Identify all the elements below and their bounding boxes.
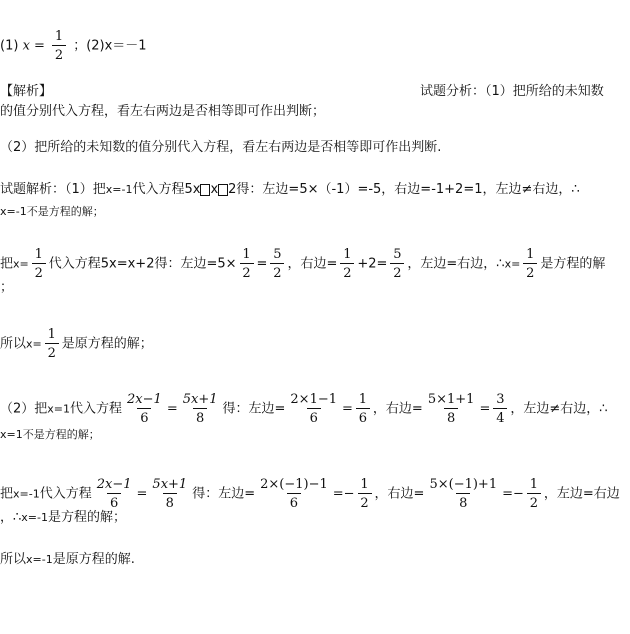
fraction: $\frac{1}{2}$ <box>340 248 354 280</box>
answer-line <box>0 30 147 62</box>
answer-part1: (1) <box>0 38 19 54</box>
solution1-line-3: 把x= $\frac{1}{2}$ 代入方程5x=x+2得：左边=5× $\frac{1}{2}$ = $\frac{5}{2}$ ，右边= $\frac{1}{2}$ +2= $\frac{5}{2}$ ，左边=右边，∴x= $\frac{1}{2}$ 是方程的解 <box>0 247 606 281</box>
fraction: $\frac{5\times(-1)+1}{8}$ <box>429 477 498 511</box>
solution2-line-1: （2）把x=1代入方程 $\frac{2x-1}{6}$ = $\frac{5x+1}{8}$ 得：左边= $\frac{2\times 1-1}{6}$ = $\frac{1}{6}$ ，右边= $\frac{5\times 1+1}{8}$ = $\frac{3}{4}$ ，左边≠右边，∴ <box>0 392 608 426</box>
analysis-line-3: （2）把所给的未知数的值分别代入方程，看左右两边是否相等即可作出判断. <box>0 140 442 155</box>
fraction: $\frac{3}{4}$ <box>493 393 507 425</box>
fraction: $\frac{5}{2}$ <box>270 248 284 280</box>
fraction: $\frac{1}{2}$ <box>45 328 59 360</box>
jiexi-heading: 【解析】 <box>0 84 53 99</box>
solution2-conclusion: 所以x=-1是原方程的解. <box>0 552 135 567</box>
fraction: $\frac{2x-1}{6}$ <box>127 392 162 426</box>
fraction: $\frac{2\times 1-1}{6}$ <box>290 392 338 426</box>
solution1-line-2: x=-1不是方程的解； <box>0 205 104 218</box>
solution1-line-1: 试题解析：（1）把x=-1代入方程5x x 2得：左边=5×（-1）=-5，右边=-1+2=1，左边≠右边，∴ <box>0 182 580 197</box>
fraction: $\frac{5}{2}$ <box>390 248 404 280</box>
solution1-line-4: ； <box>0 280 14 295</box>
fraction: $\frac{5\times 1+1}{8}$ <box>427 392 475 426</box>
fraction: $\frac{2\times(-1)-1}{6}$ <box>260 477 328 511</box>
fraction: $\frac{1}{2}$ <box>523 248 537 280</box>
fraction: $\frac{1}{2}$ <box>358 478 372 510</box>
fraction: $\frac{2x-1}{6}$ <box>96 477 132 511</box>
answer-x: x = <box>22 38 45 54</box>
fraction: $\frac{1}{2}$ <box>240 248 254 280</box>
analysis-line-1: 试题分析：（1）把所给的未知数 <box>420 84 604 99</box>
solution1-conclusion: 所以x= $\frac{1}{2}$ 是原方程的解； <box>0 327 153 361</box>
solution2-line-2: x=1不是方程的解； <box>0 428 100 441</box>
fraction: $\frac{1}{2}$ <box>32 248 46 280</box>
missing-glyph-box <box>200 184 210 196</box>
fraction: $\frac{1}{6}$ <box>356 393 370 425</box>
answer-fraction: $\frac{1}{2}$ <box>52 30 66 62</box>
fraction: $\frac{5x+1}{8}$ <box>182 392 218 426</box>
analysis-line-2: 的值分别代入方程，看左右两边是否相等即可作出判断； <box>0 104 326 119</box>
fraction: $\frac{5x+1}{8}$ <box>152 477 188 511</box>
fraction: $\frac{1}{2}$ <box>527 478 541 510</box>
missing-glyph-box <box>218 184 228 196</box>
answer-part2: ；(2)x＝－1 <box>73 38 147 54</box>
solution2-line-4: ，∴x=-1是方程的解； <box>0 510 126 525</box>
solution2-line-3: 把x=-1代入方程 $\frac{2x-1}{6}$ = $\frac{5x+1}{8}$ 得：左边= $\frac{2\times(-1)-1}{6}$ =− $\frac{1}{2}$ ，右边= $\frac{5\times(-1)+1}{8}$ =− $\frac{1}{2}$ ，左边=右边 <box>0 477 620 511</box>
